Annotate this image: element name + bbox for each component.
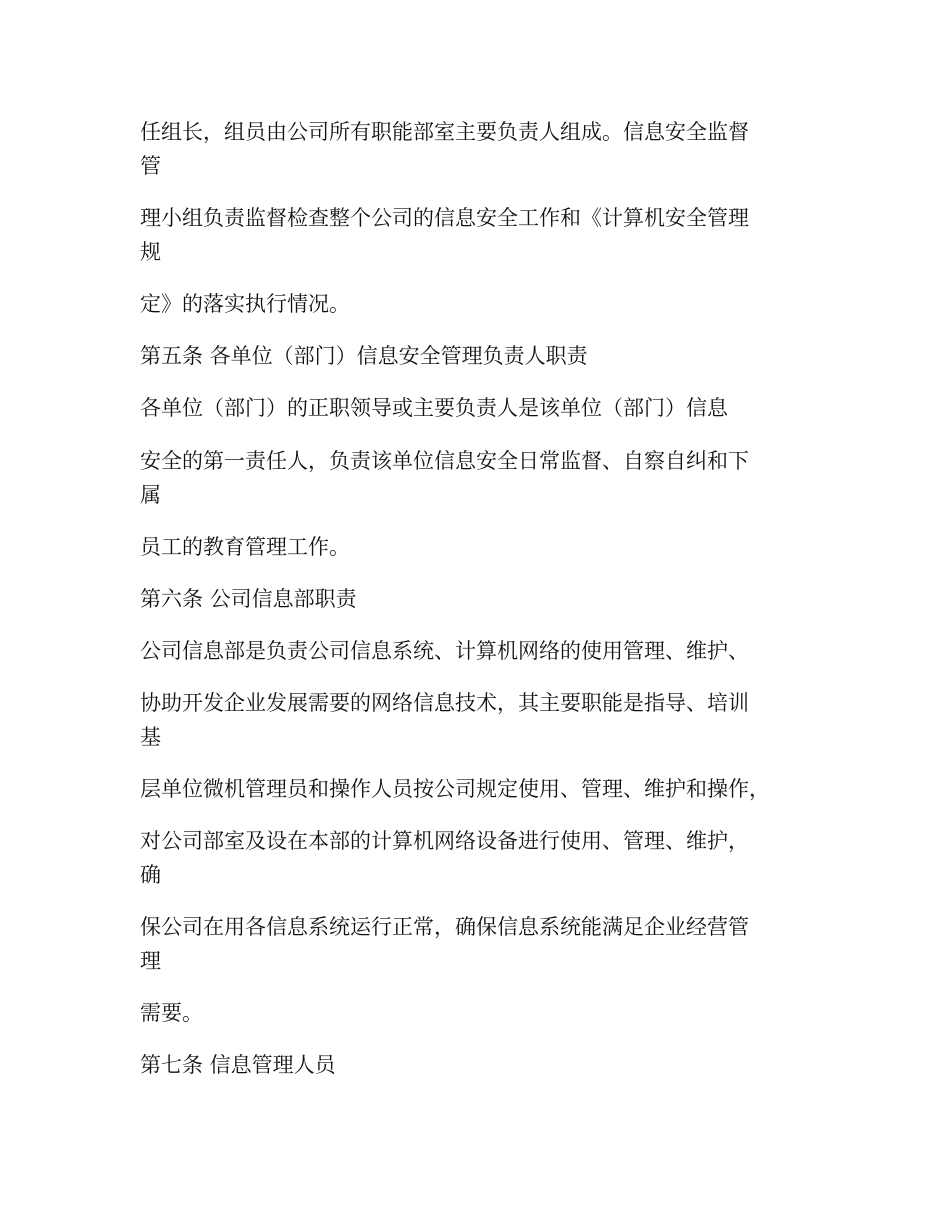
text-line: 保公司在用各信息系统运行正常，确保信息系统能满足企业经营管 <box>140 915 749 939</box>
text-line: 确 <box>140 863 161 887</box>
article-heading: 第五条 各单位（部门）信息安全管理负责人职责 <box>140 344 588 368</box>
text-line: 定》的落实执行情况。 <box>140 292 350 316</box>
text-line: 各单位（部门）的正职领导或主要负责人是该单位（部门）信息 <box>140 396 728 420</box>
text-line: 理小组负责监督检查整个公司的信息安全工作和《计算机安全管理 <box>140 206 749 230</box>
text-line: 层单位微机管理员和操作人员按公司规定使用、管理、维护和操作， <box>140 777 770 801</box>
text-line: 任组长，组员由公司所有职能部室主要负责人组成。信息安全监督 <box>140 120 749 144</box>
text-line: 属 <box>140 483 161 507</box>
text-line: 对公司部室及设在本部的计算机网络设备进行使用、管理、维护， <box>140 829 749 853</box>
article-heading: 第六条 公司信息部职责 <box>140 587 357 611</box>
article-heading: 第七条 信息管理人员 <box>140 1053 336 1077</box>
text-line: 基 <box>140 725 161 749</box>
text-line: 规 <box>140 240 161 264</box>
text-line: 理 <box>140 949 161 973</box>
text-line: 管 <box>140 154 161 178</box>
text-line: 安全的第一责任人，负责该单位信息安全日常监督、自察自纠和下 <box>140 449 749 473</box>
text-line: 协助开发企业发展需要的网络信息技术，其主要职能是指导、培训 <box>140 691 749 715</box>
text-line: 公司信息部是负责公司信息系统、计算机网络的使用管理、维护、 <box>140 639 749 663</box>
text-line: 员工的教育管理工作。 <box>140 535 350 559</box>
text-line: 需要。 <box>140 1001 203 1025</box>
